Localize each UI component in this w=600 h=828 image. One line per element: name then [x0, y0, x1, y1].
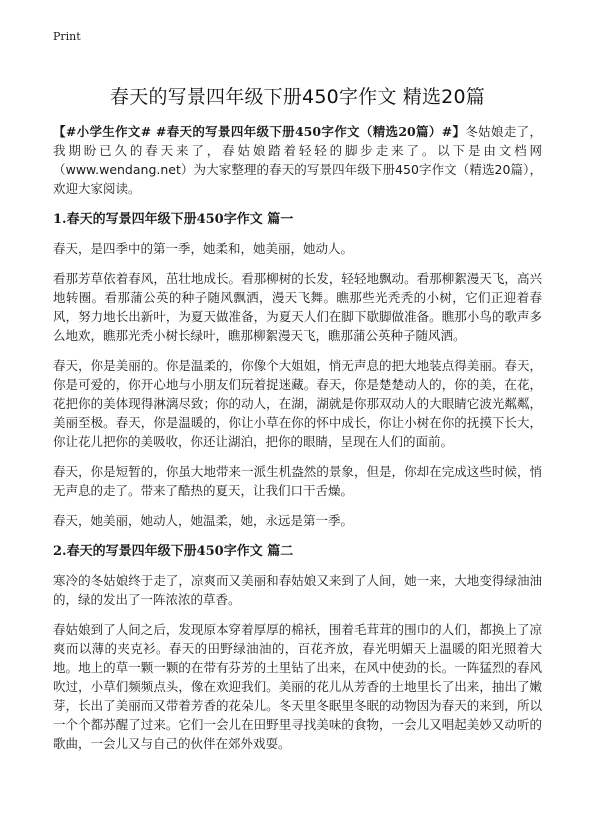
section-paragraph: 春天，你是美丽的。你是温柔的，你像个大姐姐，悄无声息的把大地装点得美丽。春天，你是可爱的，你开心地与小朋友们玩着捉迷藏。春天，你是楚楚动人的，你的美，在花，花把你的美体现得淋漓尽致；你的动人，在湖，湖就是你那双动人的大眼睛它波光粼粼，美丽至极。春天，你是温暖的，你让小草在你的怀中成长，你让小树在你的抚摸下长大，你让花儿把你的美吸收，你还让湖泊，把你的眼睛，呈现在人们的面前。	[53, 358, 542, 449]
intro-tag: 【#小学生作文# #春天的写景四年级下册450字作文（精选20篇）#】	[53, 124, 466, 139]
print-label: Print	[53, 30, 81, 43]
section-heading: 2.春天的写景四年级下册450字作文 篇二	[53, 544, 294, 559]
section-paragraph: 看那芳草依着春风，茁壮地成长。看那柳树的长发，轻轻地飘动。看那柳絮漫天飞，高兴地转圈。看那蒲公英的种子随风飘洒，漫天飞舞。瞧那些光秃秃的小树，它们正迎着春风，努力地长出新叶，为夏天做准备，为夏天人们在脚下歇脚做准备。瞧那小鸟的歌声多么地欢，瞧那光秃小树长绿叶，瞧那柳絮漫天飞，瞧那蒲公英种子随风洒。	[53, 271, 542, 343]
section-paragraph: 春天，是四季中的第一季，她柔和，她美丽，她动人。	[53, 241, 354, 256]
section-paragraph: 春天，你是短暂的，你虽大地带来一派生机盎然的景象，但是，你却在完成这些时候，悄无声息的走了。带来了酷热的夏天，让我们口干舌燥。	[53, 464, 542, 498]
section-paragraph: 寒冷的冬姑娘终于走了，凉爽而又美丽和春姑娘又来到了人间，她一来，大地变得绿油油的，绿的发出了一阵浓浓的草香。	[53, 573, 542, 607]
document-body	[53, 122, 542, 764]
section-paragraph: 春姑娘到了人间之后，发现原本穿着厚厚的棉袄，围着毛茸茸的围巾的人们，都换上了凉爽而以薄的夹克衫。春天的田野绿油油的，百花齐放，春光明媚天上温暖的阳光照着大地。地上的草一颗一颗的在带有芬芳的土里钻了出来，在风中使劲的长。一阵猛烈的春风吹过，小草们频频点头，像在欢迎我们。美丽的花儿从芳香的土地里长了出来，抽出了嫩芽，长出了美丽而又带着芳香的花朵儿。冬天里冬眠里冬眠的动物因为春天的来到，所以一个个都苏醒了过来。它们一会儿在田野里寻找美味的食物，一会儿又唱起美妙又动听的歌曲，一会儿又与自己的伙伴在郊外戏耍。	[53, 622, 542, 751]
section-paragraph: 春天，她美丽，她动人，她温柔，她，永远是第一季。	[53, 513, 354, 528]
document-title: 春天的写景四年级下册450字作文 精选20篇	[110, 86, 485, 108]
intro-paragraph	[53, 122, 542, 198]
section-heading: 1.春天的写景四年级下册450字作文 篇一	[53, 212, 294, 227]
intro-text: 冬姑娘走了，我期盼已久的春天来了，春姑娘踏着轻轻的脚步走来了。以下是由文档网（www.wendang.net）为大家整理的春天的写景四年级下册450字作文（精选20篇），欢迎大家阅读。	[53, 124, 542, 196]
